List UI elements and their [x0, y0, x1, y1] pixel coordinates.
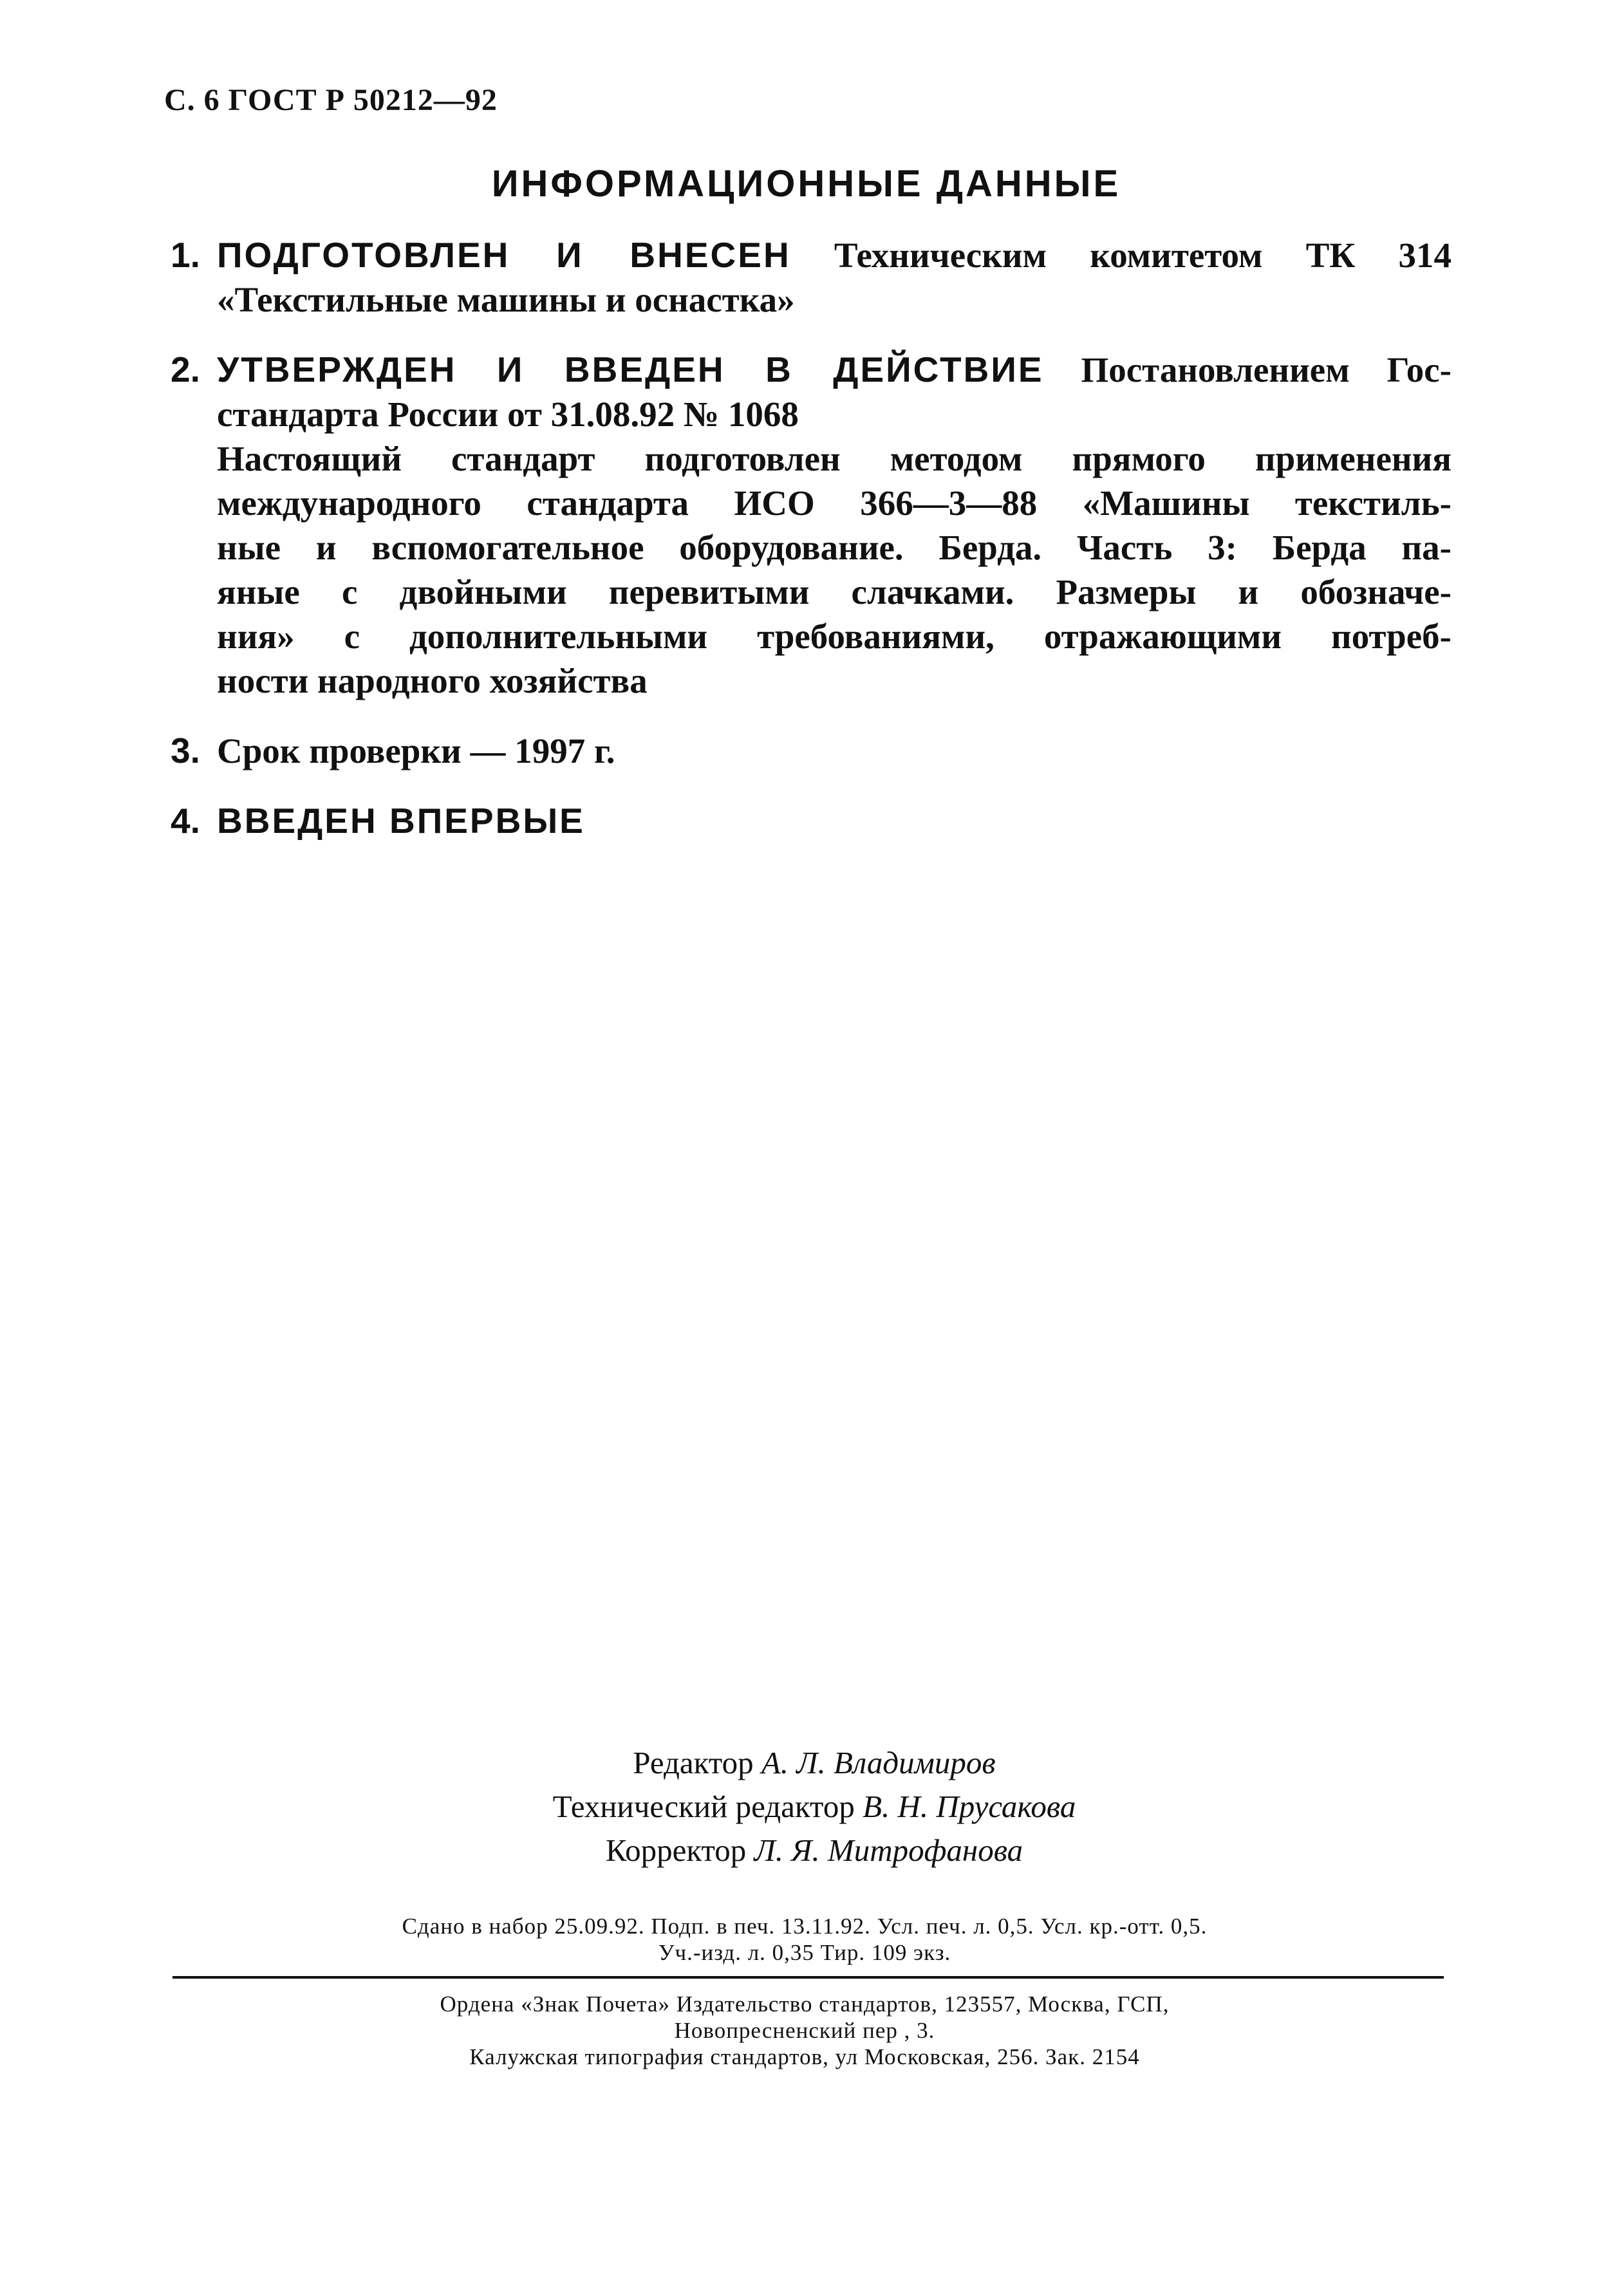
editor-role: Редактор: [633, 1745, 754, 1780]
item-2-line-2: стандарта России от 31.08.92 № 1068: [217, 395, 799, 434]
info-item-3: [171, 729, 1451, 773]
imprint-line: Сдано в набор 25.09.92. Подп. в печ. 13.11.92. Усл. печ. л. 0,5. Усл. кр.-отт. 0,5.: [402, 1914, 1208, 1939]
tech-editor-role: Технический редактор: [552, 1789, 855, 1824]
item-1-text: Техническим комитетом ТК 314: [790, 236, 1452, 275]
item-3-text: Срок проверки — 1997 г.: [217, 731, 615, 770]
item-2-paragraph: [217, 436, 1451, 703]
editor-name: А. Л. Владимиров: [761, 1745, 996, 1780]
corrector-name: Л. Я. Митрофанова: [754, 1833, 1023, 1868]
credits-block: [386, 1741, 1242, 1872]
paragraph-line: Настоящий стандарт подготовлен методом прямого применения: [217, 439, 1451, 478]
item-2-text: Постановлением Гос-: [1043, 350, 1451, 389]
item-2-heading: УТВЕРЖДЕН И ВВЕДЕН В ДЕЙСТВИЕ: [217, 350, 1044, 389]
info-list: [171, 233, 1451, 869]
tech-editor-name: В. Н. Прусакова: [863, 1789, 1076, 1824]
info-item-1: [171, 233, 1451, 322]
section-title: ИНФОРМАЦИОННЫЕ ДАННЫЕ: [491, 163, 1121, 205]
item-1-heading: ПОДГОТОВЛЕН И ВНЕСЕН: [217, 235, 791, 275]
credit-editor: [386, 1741, 1242, 1785]
paragraph-line: ные и вспомогательное оборудование. Берда. Часть 3: Берда па-: [217, 528, 1451, 567]
item-2-line-1: [217, 348, 1451, 392]
corrector-role: Корректор: [605, 1833, 747, 1868]
item-number: 3.: [171, 731, 200, 770]
printer-block: [193, 1991, 1416, 2070]
item-4-heading: ВВЕДЕН ВПЕРВЫЕ: [217, 801, 585, 841]
divider-rule: [173, 1976, 1444, 1979]
paragraph-line: яные с двойными перевитыми слачками. Размеры и обозначе-: [217, 572, 1451, 611]
printer-line: Ордена «Знак Почета» Издательство стандартов, 123557, Москва, ГСП,: [440, 1992, 1170, 2017]
page-header: С. 6 ГОСТ Р 50212—92: [164, 83, 498, 117]
paragraph-line: международного стандарта ИСО 366—3—88 «Машины текстиль-: [217, 483, 1451, 523]
item-number: 1.: [171, 235, 200, 275]
imprint-block: [193, 1913, 1416, 1966]
item-number: 2.: [171, 350, 200, 389]
printer-line: Новопресненский пер , 3.: [674, 2018, 935, 2043]
paragraph-line: ности народного хозяйства: [217, 661, 648, 700]
credit-corrector: [386, 1829, 1242, 1872]
item-number: 4.: [171, 801, 200, 841]
item-1-line-1: [217, 233, 1451, 277]
credit-tech-editor: [386, 1785, 1242, 1829]
info-item-2: [171, 348, 1451, 703]
imprint-line: Уч.-изд. л. 0,35 Тир. 109 экз.: [658, 1940, 951, 1965]
info-item-4: [171, 799, 1451, 843]
item-1-line-2: «Текстильные машины и оснастка»: [217, 280, 795, 319]
printer-line: Калужская типография стандартов, ул Московская, 256. Зак. 2154: [469, 2044, 1140, 2069]
paragraph-line: ния» с дополнительными требованиями, отражающими потреб-: [217, 617, 1451, 656]
